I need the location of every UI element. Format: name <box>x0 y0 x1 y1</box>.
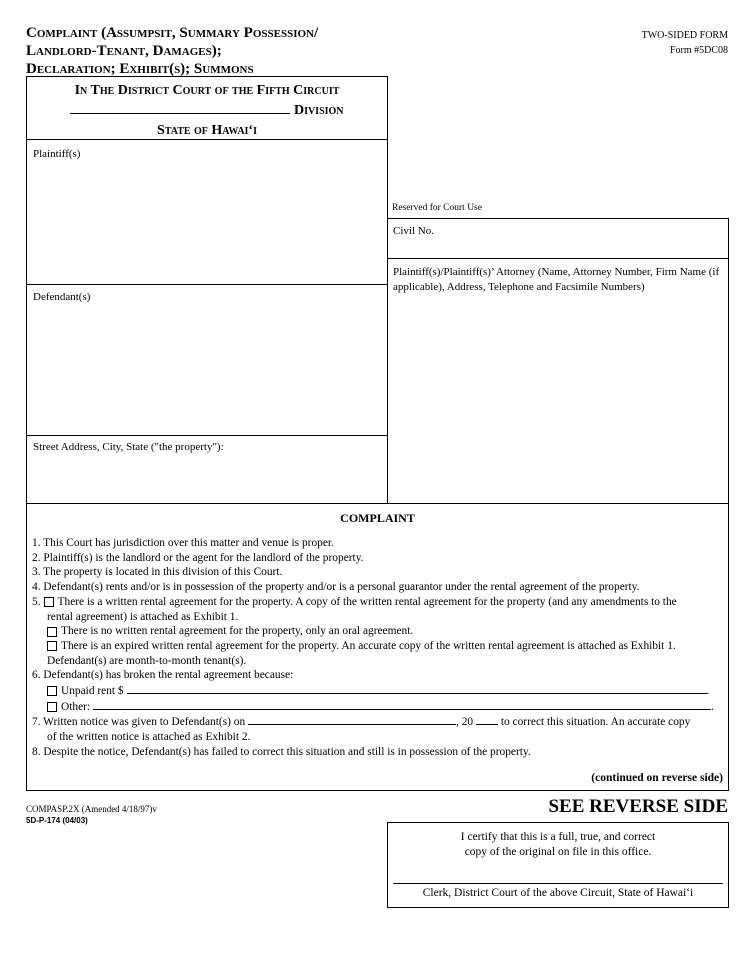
certify-line-1: I certify that this is a full, true, and correct <box>460 831 656 843</box>
complaint-items <box>32 536 726 760</box>
court-division-line <box>27 101 387 121</box>
other-label: Other: <box>61 700 91 713</box>
two-sided-label: TWO-SIDED FORM <box>641 30 728 41</box>
address-box[interactable] <box>26 435 388 504</box>
item-7-text-a: 7. Written notice was given to Defendant(s) on <box>32 716 246 729</box>
item-7-cont: of the written notice is attached as Exhibit 2. <box>47 731 251 744</box>
clerk-signature-line[interactable] <box>393 883 723 884</box>
form-info <box>642 28 728 58</box>
form-number: Form #5DC08 <box>669 45 728 56</box>
title-line-2: Landlord-Tenant, Damages); <box>26 43 222 59</box>
item-3: 3. The property is located in this division of this Court. <box>32 566 283 579</box>
item-2: 2. Plaintiff(s) is the landlord or the agent for the landlord of the property. <box>32 551 364 564</box>
item-5c-cont: Defendant(s) are month-to-month tenant(s). <box>47 654 247 667</box>
attorney-box[interactable] <box>387 258 729 504</box>
court-line-1: In The District Court of the Fifth Circuit <box>74 83 340 98</box>
certify-line-2: copy of the original on file in this office. <box>464 846 652 858</box>
defendants-label: Defendant(s) <box>33 291 91 303</box>
notice-year-field[interactable] <box>476 714 498 725</box>
item-7-text-c: to correct this situation. An accurate copy <box>500 716 691 729</box>
continued-note: (continued on reverse side) <box>591 772 723 784</box>
item-5c-text: There is an expired written rental agreement for the property. An accurate copy of the written rental agreement is attached as Exhibit 1. <box>61 639 676 652</box>
other-row: Other: . <box>32 699 726 715</box>
item-4: 4. Defendant(s) rents and/or is in possession of the property and/or is a personal guarantor under the rental agreement of the property. <box>32 581 640 594</box>
unpaid-rent-label: Unpaid rent $ <box>61 685 124 698</box>
item-5c <box>32 639 726 654</box>
item-5b-text: There is no written rental agreement for the property, only an oral agreement. <box>61 625 414 638</box>
see-reverse-side: SEE REVERSE SIDE <box>548 796 728 817</box>
form-code-1: COMPASP.2X (Amended 4/18/97)v <box>26 804 157 814</box>
court-state: State of Hawai‘i <box>157 123 257 138</box>
title-line-3: Declaration; Exhibit(s); Summons <box>26 61 254 77</box>
item-7 <box>32 714 726 730</box>
item-1: 1. This Court has jurisdiction over this matter and venue is proper. <box>32 537 334 549</box>
title-line-1: Complaint (Assumpsit, Summary Possession/ <box>26 25 319 41</box>
item-7-text-b: , 20 <box>456 716 474 729</box>
civil-no-label: Civil No. <box>393 225 434 237</box>
unpaid-rent-row: Unpaid rent $ . <box>32 683 726 699</box>
attorney-label: Plaintiff(s)/Plaintiff(s)’ Attorney (Name, Attorney Number, Firm Name (if applicable), Address, Telephone and Facsimile Numbers) <box>393 266 720 293</box>
item-5a-text: There is a written rental agreement for the property. A copy of the written rental agreement for the property (and any amendments to the <box>57 595 677 608</box>
item-5a-cont: rental agreement) is attached as Exhibit 1. <box>47 610 239 623</box>
unpaid-rent-amount-field[interactable] <box>127 683 707 694</box>
other-checkbox[interactable] <box>47 702 57 712</box>
item-5a: 5. There is a written rental agreement for the property. A copy of the written rental agreement for the property (and any amendments to the <box>32 595 677 608</box>
item-6: 6. Defendant(s) has broken the rental agreement because: <box>32 669 294 682</box>
oral-agreement-checkbox[interactable] <box>47 627 57 637</box>
plaintiffs-label: Plaintiff(s) <box>33 148 81 160</box>
defendants-box[interactable] <box>26 284 388 436</box>
item-8: 8. Despite the notice, Defendant(s) has failed to correct this situation and still is in possession of the property. <box>32 745 531 758</box>
division-blank[interactable] <box>70 113 290 114</box>
certify-text <box>388 830 728 860</box>
plaintiffs-box[interactable] <box>26 139 388 285</box>
division-label: Division <box>293 103 344 118</box>
written-agreement-checkbox[interactable] <box>44 597 54 607</box>
notice-date-field[interactable] <box>248 714 456 725</box>
form-codes <box>26 803 157 827</box>
court-caption-box <box>26 76 388 140</box>
civil-no-box[interactable] <box>387 218 729 259</box>
certification-box <box>387 822 729 908</box>
unpaid-rent-checkbox[interactable] <box>47 686 57 696</box>
complaint-heading: COMPLAINT <box>340 511 415 525</box>
address-label: Street Address, City, State ("the property"): <box>33 441 224 453</box>
item-5b <box>32 624 726 639</box>
expired-agreement-checkbox[interactable] <box>47 641 57 651</box>
form-title <box>26 24 318 78</box>
other-reason-field[interactable] <box>93 699 711 710</box>
clerk-label: Clerk, District Court of the above Circuit, State of Hawai‘i <box>422 887 694 899</box>
form-code-2: 5D-P-174 (04/03) <box>26 816 88 825</box>
reserved-label: Reserved for Court Use <box>392 203 482 213</box>
